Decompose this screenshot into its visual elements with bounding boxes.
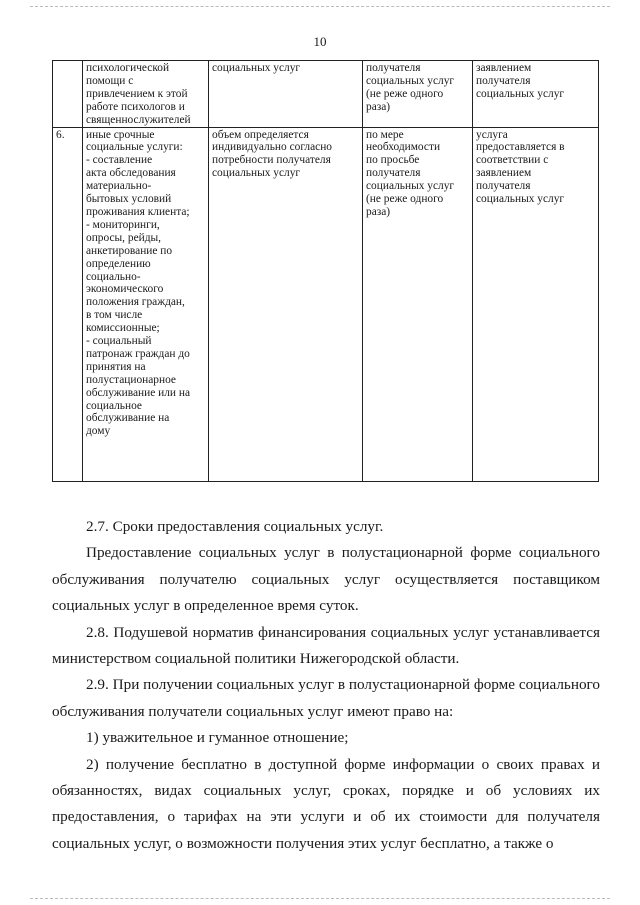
- cell-number: 6.: [53, 127, 83, 481]
- cell-line: в том числе: [86, 309, 143, 322]
- cell-line: патронаж граждан до: [86, 347, 190, 360]
- body-text: [52, 514, 600, 857]
- cell-line: бытовых условий: [86, 193, 172, 206]
- cell-line: помощи с: [86, 74, 134, 87]
- cell-line: обслуживание или на: [86, 386, 190, 399]
- cell-volume: [209, 61, 363, 128]
- cell-line: заявлением: [476, 62, 532, 74]
- scan-top-edge: [30, 6, 610, 7]
- cell-line: экономического: [86, 283, 164, 296]
- cell-line: материально-: [86, 180, 152, 193]
- paragraph: 1) уважительное и гуманное отношение;: [86, 729, 349, 747]
- cell-line: социальное: [86, 399, 142, 412]
- cell-line: (не реже одного: [366, 193, 444, 206]
- cell-line: раза): [366, 205, 391, 218]
- cell-line: соответствии с: [476, 154, 549, 167]
- cell-line: по просьбе: [366, 154, 420, 167]
- cell-number: [53, 61, 83, 128]
- cell-line: проживания клиента;: [86, 205, 190, 218]
- cell-line: иные срочные: [86, 128, 155, 141]
- paragraph: 2) получение бесплатно в доступной форме информации о своих правах и обязанностях, видах социальных услуг, сроках, порядке и об условиях их предоставления, о тарифах на эти услуги и об их стоимости для получателя социальных услуг, о возможности получения этих услуг бесплатно, а также о: [52, 755, 600, 852]
- cell-line: принятия на: [86, 360, 146, 373]
- cell-line: полустационарное: [86, 373, 176, 386]
- cell-line: социальных услуг: [366, 74, 455, 87]
- services-table: [52, 60, 599, 482]
- cell-line: объем определяется: [212, 128, 309, 141]
- cell-line: акта обследования: [86, 167, 176, 180]
- cell-conditions: [473, 61, 599, 128]
- cell-line: опросы, рейды,: [86, 231, 162, 244]
- cell-line: социальных услуг: [476, 87, 565, 100]
- cell-line: психологической: [86, 62, 170, 74]
- page-number: 10: [313, 34, 327, 49]
- cell-line: раза): [366, 100, 391, 113]
- table-row: [53, 61, 599, 128]
- cell-frequency: [363, 127, 473, 481]
- cell-line: обслуживание на: [86, 412, 170, 425]
- cell-volume: [209, 127, 363, 481]
- table-row: [53, 127, 599, 481]
- cell-line: получателя: [366, 167, 421, 180]
- cell-line: услуга: [476, 128, 508, 141]
- cell-line: индивидуально согласно: [212, 141, 333, 154]
- cell-frequency: [363, 61, 473, 128]
- paragraph: 2.8. Подушевой норматив финансирования социальных услуг устанавливается министерством социальной политики Нижегородской области.: [52, 623, 600, 668]
- cell-line: - составление: [86, 154, 153, 167]
- cell-conditions: [473, 127, 599, 481]
- cell-line: определению: [86, 257, 151, 270]
- cell-line: получателя: [476, 180, 531, 193]
- cell-service: [83, 127, 209, 481]
- cell-service: [83, 61, 209, 128]
- cell-line: социальных услуг: [212, 62, 301, 74]
- paragraph: 2.9. При получении социальных услуг в полустационарной форме социального обслуживания получатели социальных услуг имеют право на:: [52, 676, 600, 720]
- cell-line: социальных услуг: [366, 180, 455, 193]
- paragraph: 2.7. Сроки предоставления социальных услуг.: [86, 518, 384, 535]
- cell-line: - социальный: [86, 335, 152, 348]
- scan-bottom-edge: [30, 898, 610, 899]
- cell-line: - мониторинги,: [86, 218, 160, 231]
- paragraph: Предоставление социальных услуг в полустационарной форме социального обслуживания получателю социальных услуг осуществляется поставщиком социальных услуг в определенное время суток.: [52, 544, 600, 615]
- cell-line: социально-: [86, 270, 141, 283]
- cell-line: привлечением к этой: [86, 87, 188, 100]
- cell-line: анкетирование по: [86, 244, 173, 257]
- cell-line: священнослужителей: [86, 113, 191, 126]
- cell-line: получателя: [476, 74, 531, 87]
- cell-line: заявлением: [476, 167, 532, 180]
- cell-line: социальных услуг: [212, 167, 301, 180]
- cell-line: комиссионные;: [86, 322, 160, 335]
- cell-line: дому: [86, 425, 111, 438]
- cell-line: социальные услуги:: [86, 141, 183, 154]
- cell-line: необходимости: [366, 141, 441, 154]
- cell-line: (не реже одного: [366, 87, 444, 100]
- cell-line: положения граждан,: [86, 296, 185, 309]
- cell-line: по мере: [366, 128, 404, 141]
- cell-line: получателя: [366, 62, 421, 74]
- cell-line: социальных услуг: [476, 193, 565, 206]
- cell-line: работе психологов и: [86, 100, 185, 113]
- cell-line: предоставляется в: [476, 141, 565, 154]
- cell-line: потребности получателя: [212, 154, 331, 167]
